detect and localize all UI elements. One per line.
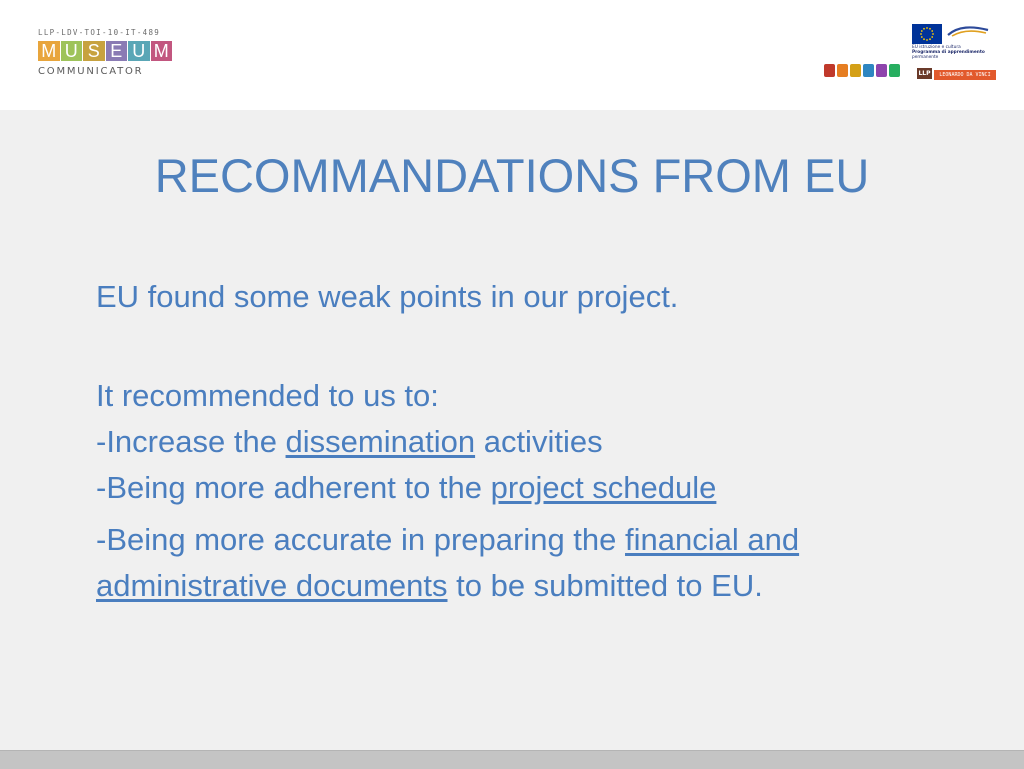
logo-subtitle: COMMUNICATOR	[38, 66, 144, 77]
eu-programme-text	[912, 45, 998, 60]
eu-line-2: Programma di apprendimento	[912, 50, 985, 55]
eu-programme-logo	[910, 22, 1000, 62]
ldv-shapes	[824, 64, 902, 77]
logo-letter: M	[38, 41, 60, 61]
dissemination-link[interactable]: dissemination	[285, 424, 476, 459]
slide-header	[0, 0, 1024, 110]
recommendation-item	[96, 465, 956, 511]
lead-text: It recommended to us to:	[96, 378, 439, 413]
ldv-shape-icon	[863, 64, 874, 77]
recommendation-item	[96, 419, 956, 465]
intro-text: EU found some weak points in our project.	[96, 279, 679, 314]
ldv-shape-icon	[837, 64, 848, 77]
eu-line-3: permanente	[912, 55, 939, 60]
ldv-shape-icon	[824, 64, 835, 77]
financial-documents-link[interactable]: financial and administrative documents	[96, 522, 800, 603]
ldv-shape-icon	[876, 64, 887, 77]
recommendation-item	[96, 517, 956, 609]
project-schedule-link[interactable]: project schedule	[490, 470, 717, 505]
slide-content	[96, 274, 956, 609]
llp-badge: LLP	[918, 70, 931, 77]
eu-line-1: EU istruzione e cultura	[912, 45, 961, 50]
slide-title: RECOMMANDATIONS FROM EU	[154, 149, 870, 202]
ldv-label: LEONARDO DA VINCI	[934, 70, 996, 80]
paragraph-gap	[96, 320, 956, 373]
item-text: -Being more adherent to the	[96, 470, 491, 505]
item-text: -Increase the	[96, 424, 286, 459]
logo-letter: U	[61, 41, 83, 61]
ldv-shape-icon	[850, 64, 861, 77]
logo-letter: E	[106, 41, 128, 61]
item-text: activities	[475, 424, 603, 459]
logo-letter: M	[151, 41, 173, 61]
leonardo-da-vinci-logo	[824, 64, 996, 84]
footer-bar	[0, 750, 1024, 769]
ldv-shape-icon	[889, 64, 900, 77]
eu-flag-icon	[912, 24, 942, 44]
logo-letter: U	[128, 41, 150, 61]
museum-communicator-logo	[38, 28, 178, 80]
item-text: to be submitted to EU.	[447, 568, 763, 603]
item-text: -Being more accurate in preparing the	[96, 522, 626, 557]
llp-swoosh-icon	[946, 24, 990, 38]
museum-letters	[38, 41, 178, 63]
project-code: LLP-LDV-TOI-10-IT-489	[38, 28, 161, 37]
logo-letter: S	[83, 41, 105, 61]
